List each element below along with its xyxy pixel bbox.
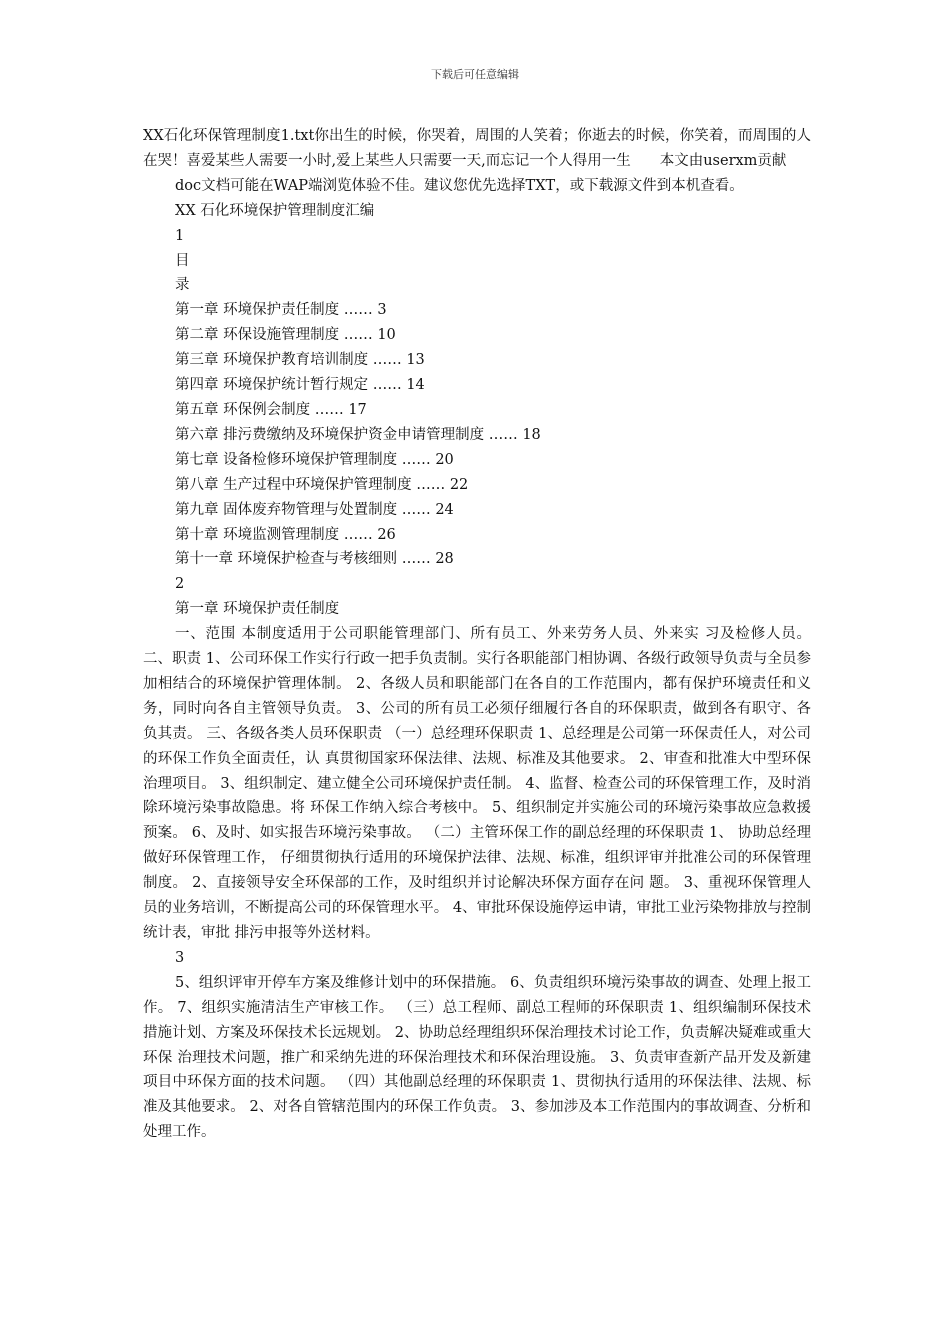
- page-number-3: 3: [175, 949, 185, 966]
- toc-item[interactable]: 第二章 环保设施管理制度 …… 10: [175, 327, 396, 344]
- doc-note: doc文档可能在WAP端浏览体验不佳。建议您优先选择TXT，或下载源文件到本机查看。: [175, 177, 744, 194]
- toc-item[interactable]: 第六章 排污费缴纳及环境保护资金申请管理制度 …… 18: [175, 426, 541, 443]
- toc-item[interactable]: 第十一章 环境保护检查与考核细则 …… 28: [175, 551, 454, 568]
- chapter-paragraph: 一、范围 本制度适用于公司职能管理部门、所有员工、外来劳务人员、外来实 习及检修人员。 二、职责 1、公司环保工作实行行政一把手负责制。实行各职能部门相协调、各级行政领导负责与全员参加相结合的环境保护管理体制。 2、各级人员和职能部门在各自的工作范围内，都有保护环境责任和义 务，同时向各自主管领导负责。 3、公司的所有员工必须仔细履行各自的环保职责，做到各有职守、各 负其责。 三、各级各类人员环保职责 （一）总经理环保职责 1、总经理是公司第一环保责任人，对公司的环保工作负全面责任，认 真贯彻国家环保法律、法规、标准及其他要求。 2、审查和批准大中型环保治理项目。 3、组织制定、建立健全公司环境保护责任制。 4、监督、检查公司的环保管理工作，及时消除环境污染事故隐患。将 环保工作纳入综合考核中。 5、组织制定并实施公司的环境污染事故应急救援预案。 6、及时、如实报告环境污染事故。 （二）主管环保工作的副总经理的环保职责 1、 协助总经理做好环保管理工作， 仔细贯彻执行适用的环境保护法律、法规、标准，组织评审并批准公司的环保管理制度。 2、直接领导安全环保部的工作，及时组织并讨论解决环保方面存在问 题。 3、重视环保管理人员的业务培训，不断提高公司的环保管理水平。 4、审批环保设施停运申请，审批工业污染物排放与控制统计表，审批 排污申报等外送材料。: [143, 626, 811, 941]
- intro-paragraph: XX石化环保管理制度1.txt你出生的时候，你哭着，周围的人笑着；你逝去的时候，你笑着，而周围的人在哭！喜爱某些人需要一小时,爱上某些人只需要一天,而忘记一个人得用一生 本文由userxm贡献: [143, 128, 811, 169]
- toc-item[interactable]: 第七章 设备检修环境保护管理制度 …… 20: [175, 451, 454, 468]
- page-header: 下载后可任意编辑: [431, 68, 519, 81]
- chapter-title: 第一章 环境保护责任制度: [175, 601, 340, 618]
- toc-item[interactable]: 第八章 生产过程中环境保护管理制度 …… 22: [175, 476, 469, 493]
- page-number-2: 2: [175, 576, 185, 593]
- toc-heading-lu: 录: [175, 277, 190, 294]
- toc-item[interactable]: 第四章 环境保护统计暂行规定 …… 14: [175, 377, 425, 394]
- toc-item[interactable]: 第一章 环境保护责任制度 …… 3: [175, 302, 387, 319]
- table-of-contents: [143, 298, 811, 572]
- document-body: [143, 124, 811, 1145]
- toc-item[interactable]: 第十章 环境监测管理制度 …… 26: [175, 526, 396, 543]
- document-title: XX 石化环境保护管理制度汇编: [175, 202, 375, 219]
- toc-item[interactable]: 第五章 环保例会制度 …… 17: [175, 401, 367, 418]
- toc-heading-mu: 目: [175, 252, 190, 269]
- toc-item[interactable]: 第九章 固体废弃物管理与处置制度 …… 24: [175, 501, 454, 518]
- toc-item[interactable]: 第三章 环境保护教育培训制度 …… 13: [175, 352, 425, 369]
- page-number-1: 1: [175, 227, 185, 244]
- continued-paragraph: 5、组织评审开停车方案及维修计划中的环保措施。 6、负责组织环境污染事故的调查、处理上报工作。 7、组织实施清洁生产审核工作。 （三）总工程师、副总工程师的环保职责 1、组织编制环保技术措施计划、方案及环保技术长远规划。 2、协助总经理组织环保治理技术讨论工作，负责解决疑难或重大环保 治理技术问题，推广和采纳先进的环保治理技术和环保治理设施。 3、负责审查新产品开发及新建项目中环保方面的技术问题。 （四）其他副总经理的环保职责 1、贯彻执行适用的环保法律、法规、标准及其他要求。 2、对各自管辖范围内的环保工作负责。 3、参加涉及本工作范围内的事故调查、分析和处理工作。: [143, 974, 811, 1141]
